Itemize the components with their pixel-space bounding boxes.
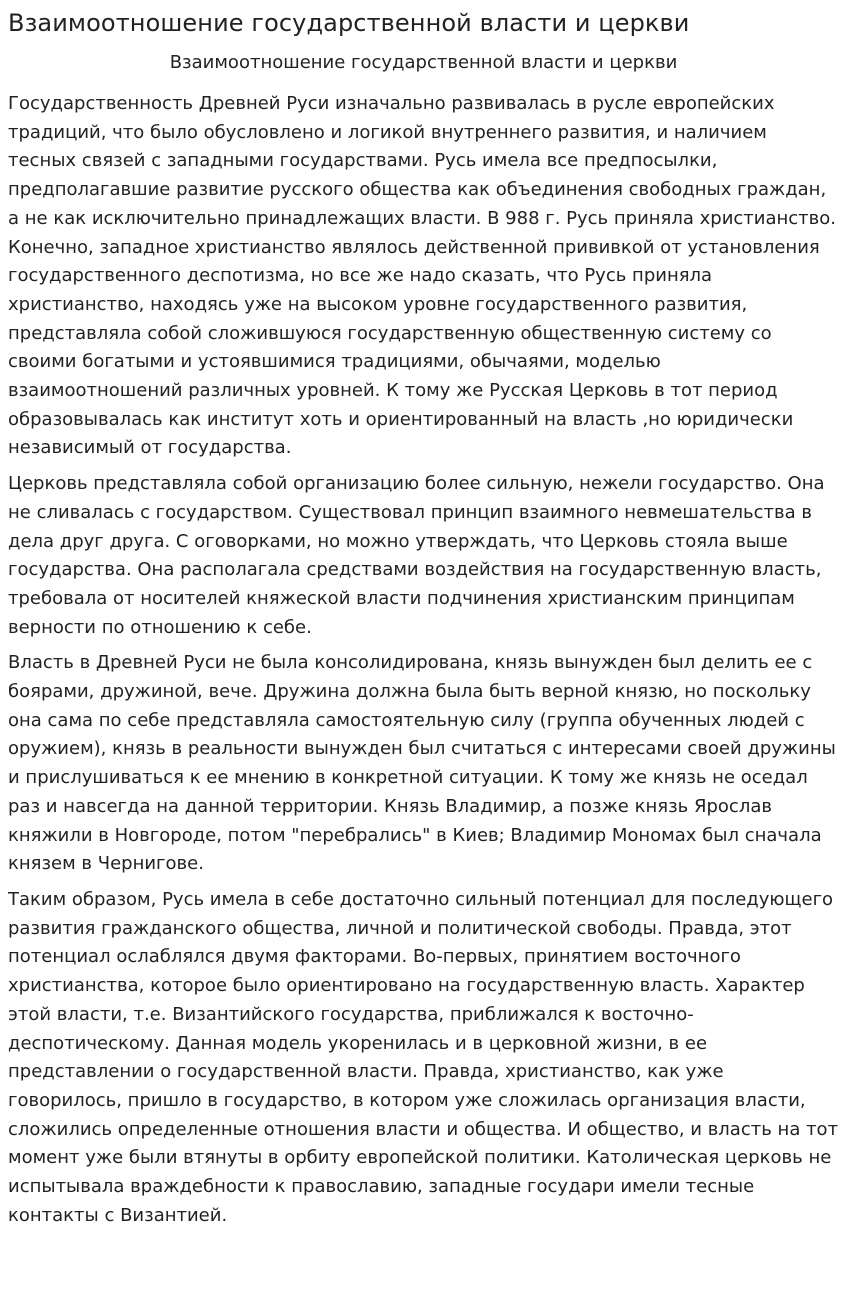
paragraph-4: Таким образом, Русь имела в себе достаточно сильный потенциал для последующего развития гражданского общества, личной и политической свободы. Правда, этот потенциал ослаблялся двумя факторами. Во-первых, принятием восточного христианства, которое было ориентировано на государственную власть. Характер этой власти, т.е. Византийского государства, приближался к восточно-деспотическому. Данная модель укоренилась и в церковной жизни, в ее представлении о государственной власти. Правда, христианство, как уже говорилось, пришло в государство, в котором уже сложилась организация власти, сложились определенные отношения власти и общества. И общество, и власть на тот момент уже были втянуты в орбиту европейской политики. Католическая церковь не испытывала враждебности к православию, западные государи имели тесные контакты с Византией. bbox=[8, 888, 839, 1226]
paragraph-2: Церковь представляла собой организацию более сильную, нежели государство. Она не сливалась с государством. Существовал принцип взаимного невмешательства в дела друг друга. С оговорками, но можно утверждать, что Церковь стояла выше государства. Она располагала средствами воздействия на государственную власть, требовала от носителей княжеской власти подчинения христианским принципам верности по отношению к себе. bbox=[8, 473, 825, 638]
paragraph-1: Государственность Древней Руси изначально развивалась в русле европейских традиций, что было обусловлено и логикой внутреннего развития, и наличием тесных связей с западными государствами. Русь имела все предпосылки, предполагавшие развитие русского общества как объединения свободных граждан, а не как исключительно принадлежащих власти. В 988 г. Русь приняла христианство. Конечно, западное христианство являлось действенной прививкой от установления государственного деспотизма, но все же надо сказать, что Русь приняла христианство, находясь уже на высоком уровне государственного развития, представляла собой сложившуюся государственную общественную систему со своими богатыми и устоявшимися традициями, обычаями, моделью взаимоотношений различных уровней. К тому же Русская Церковь в тот период образовывалась как институт хоть и ориентированный на власть ,но юридически независимый от государства. bbox=[8, 93, 837, 459]
page-title: Взаимоотношение государственной власти и церкви bbox=[8, 9, 690, 37]
article-subtitle: Взаимоотношение государственной власти и церкви bbox=[169, 52, 678, 73]
paragraph-3: Власть в Древней Руси не была консолидирована, князь вынужден был делить ее с боярами, дружиной, вече. Дружина должна была быть верной князю, но поскольку она сама по себе представляла самостоятельную силу (группа обученных людей с оружием), князь в реальности вынужден был считаться с интересами своей дружины и прислушиваться к ее мнению в конкретной ситуации. К тому же князь не оседал раз и навсегда на данной территории. Князь Владимир, а позже князь Ярослав княжили в Новгороде, потом "перебрались" в Киев; Владимир Мономах был сначала князем в Чернигове. bbox=[8, 652, 836, 875]
